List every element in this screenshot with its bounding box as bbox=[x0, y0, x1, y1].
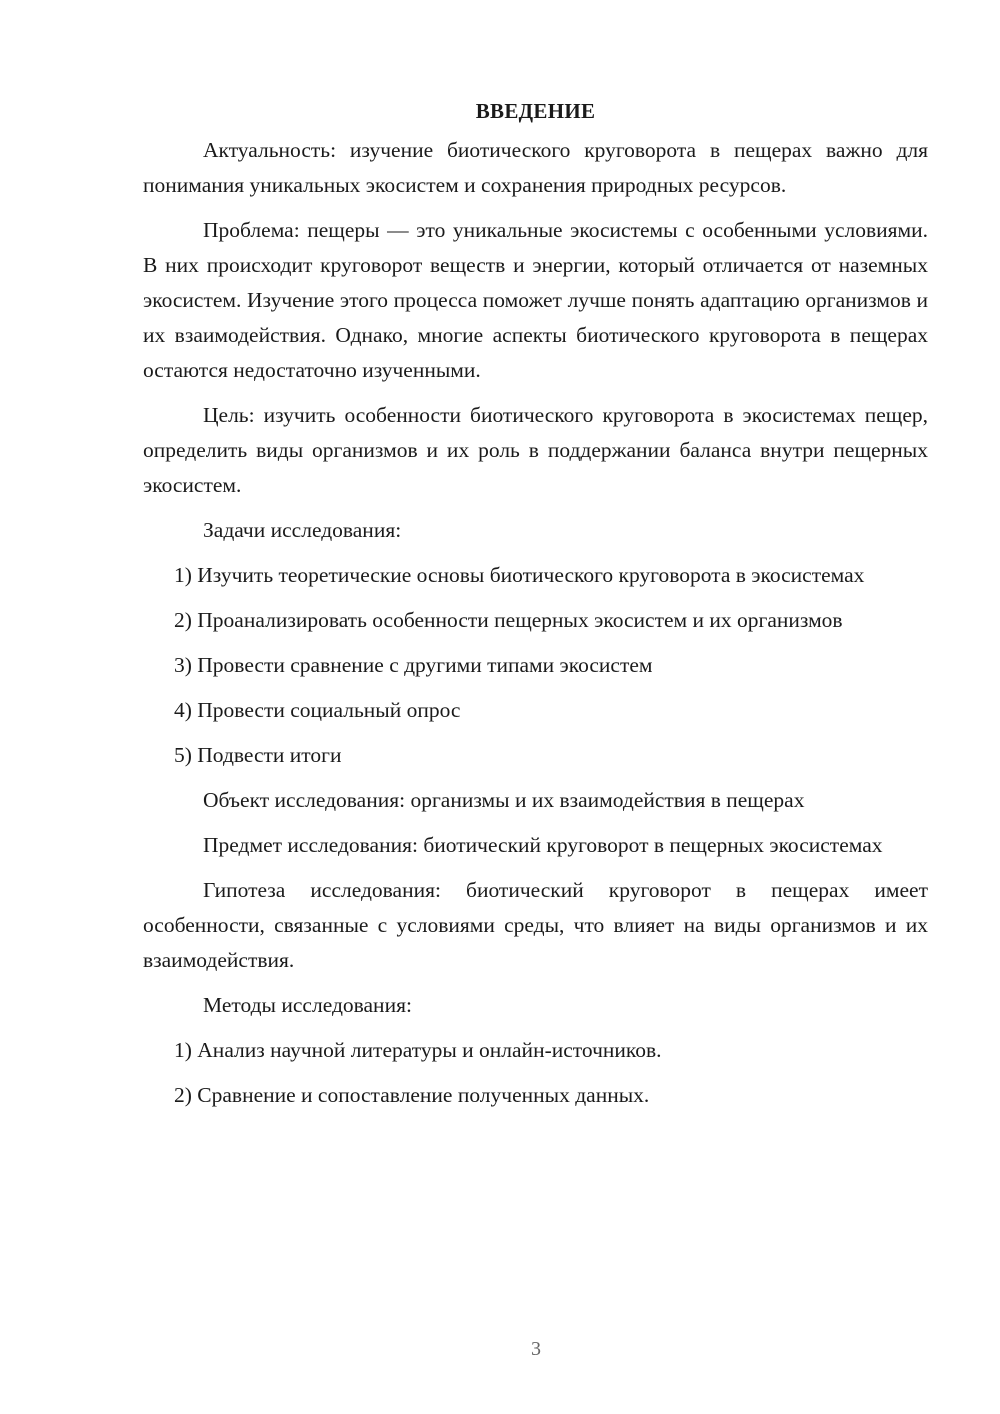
methods-heading: Методы исследования: bbox=[203, 993, 412, 1017]
paragraph-hypothesis: Гипотеза исследования: биотический круговорот в пещерах имеет особенности, связанные с условиями среды, что влияет на виды организмов и их взаимодействия. bbox=[143, 878, 928, 972]
paragraph-subject: Предмет исследования: биотический круговорот в пещерных экосистемах bbox=[203, 833, 883, 857]
paragraph-goal: Цель: изучить особенности биотического круговорота в экосистемах пещер, определить виды организмов и их роль в поддержании баланса внутри пещерных экосистем. bbox=[143, 403, 928, 497]
task-item-1: 1) Изучить теоретические основы биотического круговорота в экосистемах bbox=[174, 563, 865, 587]
paragraph-object: Объект исследования: организмы и их взаимодействия в пещерах bbox=[203, 788, 805, 812]
method-item-2: 2) Сравнение и сопоставление полученных данных. bbox=[174, 1083, 650, 1107]
task-item-4: 4) Провести социальный опрос bbox=[174, 698, 461, 722]
task-item-2: 2) Проанализировать особенности пещерных экосистем и их организмов bbox=[174, 608, 843, 632]
paragraph-relevance: Актуальность: изучение биотического круговорота в пещерах важно для понимания уникальных экосистем и сохранения природных ресурсов. bbox=[143, 138, 928, 197]
page-title: ВВЕДЕНИЕ bbox=[475, 99, 596, 123]
task-item-5: 5) Подвести итоги bbox=[174, 743, 342, 767]
task-item-3: 3) Провести сравнение с другими типами экосистем bbox=[174, 653, 653, 677]
tasks-heading: Задачи исследования: bbox=[203, 518, 402, 542]
method-item-1: 1) Анализ научной литературы и онлайн-источников. bbox=[174, 1038, 662, 1062]
paragraph-problem: Проблема: пещеры — это уникальные экосистемы с особенными условиями. В них происходит круговорот веществ и энергии, который отличается от наземных экосистем. Изучение этого процесса поможет лучше понять адаптацию организмов и их взаимодействия. Однако, многие аспекты биотического круговорота в пещерах остаются недостаточно изученными. bbox=[143, 218, 928, 382]
page-content bbox=[143, 94, 928, 1123]
page-number: 3 bbox=[531, 1338, 541, 1360]
